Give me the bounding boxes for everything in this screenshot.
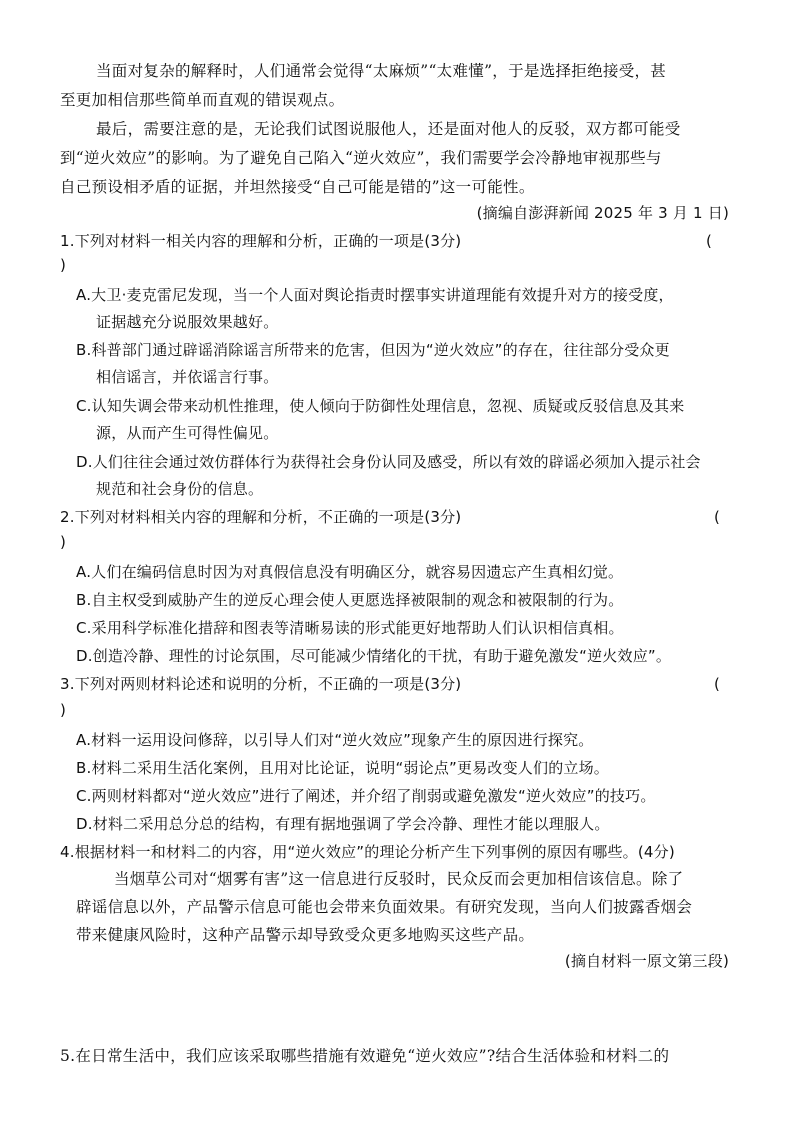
question-1-option-c: C.认知失调会带来动机性推理，使人倾向于防御性处理信息，忽视、质疑或反驳信息及其来 bbox=[76, 397, 685, 415]
question-1-answer-open: ( bbox=[706, 232, 713, 250]
question-3-option-c: C.两则材料都对“逆火效应”进行了阐述，并介绍了削弱或避免激发“逆火效应”的技巧。 bbox=[76, 787, 656, 805]
question-4-excerpt-line-3: 带来健康风险时，这种产品警示却导致受众更多地购买这些产品。 bbox=[76, 926, 535, 944]
question-1-stem: 1.下列对材料一相关内容的理解和分析，正确的一项是(3分) bbox=[60, 232, 462, 250]
question-3-option-d: D.材料二采用总分总的结构，有理有据地强调了学会冷静、理性才能以理服人。 bbox=[76, 815, 610, 833]
question-1-option-a-cont: 证据越充分说服效果越好。 bbox=[96, 313, 279, 331]
material-line-4: 到“逆火效应”的影响。为了避免自己陷入“逆火效应”，我们需要学会冷静地审视那些与 bbox=[60, 149, 662, 167]
question-2-option-d: D.创造冷静、理性的讨论氛围，尽可能减少情绪化的干扰，有助于避免激发“逆火效应”。 bbox=[76, 647, 672, 665]
question-3-option-a: A.材料一运用设问修辞，以引导人们对“逆火效应”现象产生的原因进行探究。 bbox=[76, 731, 594, 749]
question-2-answer-close: ) bbox=[60, 533, 67, 551]
material-line-5: 自己预设相矛盾的证据，并坦然接受“自己可能是错的”这一可能性。 bbox=[60, 178, 535, 196]
question-1-answer-close: ) bbox=[60, 256, 67, 274]
question-3-answer-open: ( bbox=[714, 675, 721, 693]
question-2-option-a: A.人们在编码信息时因为对真假信息没有明确区分，就容易因遗忘产生真相幻觉。 bbox=[76, 563, 624, 581]
question-4-excerpt-line-2: 辟谣信息以外，产品警示信息可能也会带来负面效果。有研究发现，当向人们披露香烟会 bbox=[76, 898, 693, 916]
material-source: (摘编自澎湃新闻 2025 年 3 月 1 日) bbox=[476, 204, 729, 222]
question-2-option-b: B.自主权受到威胁产生的逆反心理会使人更愿选择被限制的观念和被限制的行为。 bbox=[76, 591, 624, 609]
question-4-source: (摘自材料一原文第三段) bbox=[564, 952, 729, 970]
question-4-stem: 4.根据材料一和材料二的内容，用“逆火效应”的理论分析产生下列事例的原因有哪些。(4分) bbox=[60, 843, 675, 861]
material-line-2: 至更加相信那些简单而直观的错误观点。 bbox=[60, 91, 345, 109]
material-line-1: 当面对复杂的解释时，人们通常会觉得“太麻烦”“太难懂”，于是选择拒绝接受，甚 bbox=[96, 62, 667, 80]
question-4-excerpt-line-1: 当烟草公司对“烟雾有害”这一信息进行反驳时，民众反而会更加相信该信息。除了 bbox=[114, 870, 684, 888]
question-5-stem: 5.在日常生活中，我们应该采取哪些措施有效避免“逆火效应”?结合生活体验和材料二的 bbox=[60, 1047, 670, 1065]
question-1-option-a: A.大卫·麦克雷尼发现，当一个人面对舆论指责时摆事实讲道理能有效提升对方的接受度， bbox=[76, 286, 674, 304]
question-1-option-d-cont: 规范和社会身份的信息。 bbox=[96, 480, 264, 498]
question-3-stem: 3.下列对两则材料论述和说明的分析，不正确的一项是(3分) bbox=[60, 675, 462, 693]
material-line-3: 最后，需要注意的是，无论我们试图说服他人，还是面对他人的反驳，双方都可能受 bbox=[96, 120, 681, 138]
question-1-option-b: B.科普部门通过辟谣消除谣言所带来的危害，但因为“逆火效应”的存在，往往部分受众更 bbox=[76, 341, 670, 359]
question-2-option-c: C.采用科学标准化措辞和图表等清晰易读的形式能更好地帮助人们认识相信真相。 bbox=[76, 619, 624, 637]
question-2-stem: 2.下列对材料相关内容的理解和分析，不正确的一项是(3分) bbox=[60, 508, 462, 526]
question-2-answer-open: ( bbox=[714, 508, 721, 526]
question-1-option-b-cont: 相信谣言，并依谣言行事。 bbox=[96, 368, 279, 386]
question-1-option-c-cont: 源，从而产生可得性偏见。 bbox=[96, 424, 279, 442]
question-3-answer-close: ) bbox=[60, 701, 67, 719]
question-1-option-d: D.人们往往会通过效仿群体行为获得社会身份认同及感受，所以有效的辟谣必须加入提示社会 bbox=[76, 453, 701, 471]
question-3-option-b: B.材料二采用生活化案例，且用对比论证，说明“弱论点”更易改变人们的立场。 bbox=[76, 759, 610, 777]
